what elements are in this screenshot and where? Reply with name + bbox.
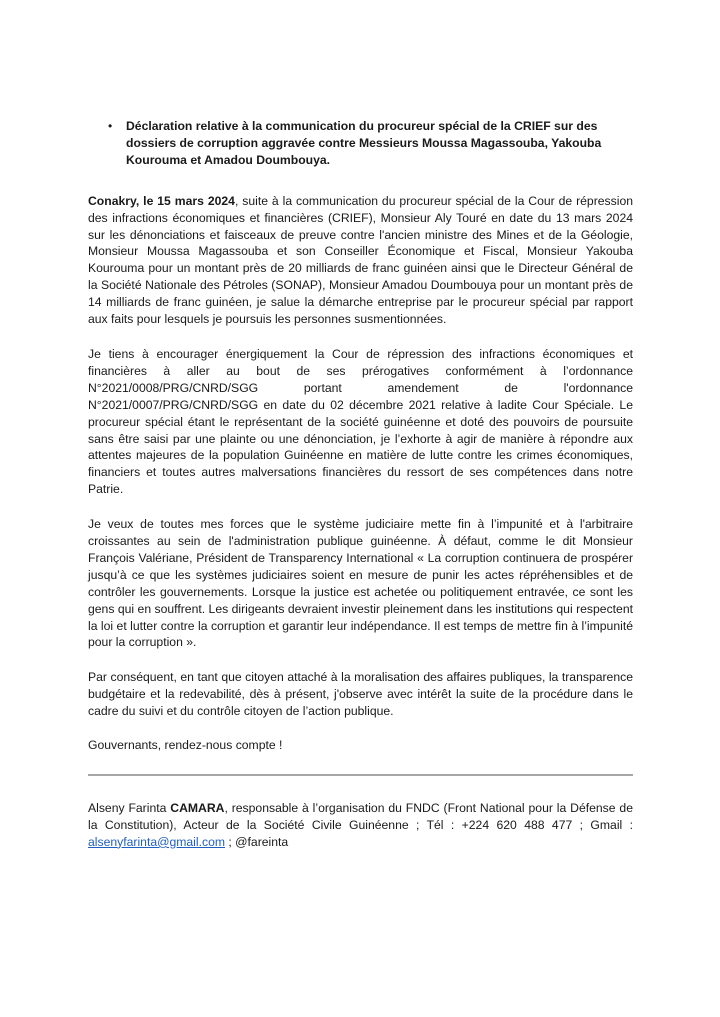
author-details: , responsable à l’organisation du FNDC (Front National pour la Défense de la Constitution), Acteur de la Société Civile Guinéenne ; Tél : +224 620 488 477 ; Gmail :	[88, 801, 633, 832]
author-last-name: CAMARA	[170, 801, 225, 815]
paragraph-conclusion: Par conséquent, en tant que citoyen attaché à la moralisation des affaires publiques, la transparence budgétaire et la redevabilité, dès à présent, j'observe avec intérêt la suite de la procédure dans le cadre du suivi et du contrôle citoyen de l’action publique.	[88, 670, 633, 719]
email-link[interactable]: alsenyfarinta@gmail.com	[88, 834, 226, 849]
divider	[88, 774, 633, 776]
declaration-heading	[108, 118, 633, 169]
declaration-title: Déclaration relative à la communication du procureur spécial de la CRIEF sur des dossiers de corruption aggravée contre Messieurs Moussa Magassouba, Yakouba Kourouma et Amadou Doumbouya.	[126, 119, 602, 167]
closing-line: Gouvernants, rendez-nous compte !	[88, 738, 283, 753]
paragraph-intro	[88, 193, 633, 328]
paragraph-encouragement: Je tiens à encourager énergiquement la Cour de répression des infractions économiques et financières à aller au bout de ses prérogatives conformément à l’ordonnance N°2021/0008/PRG/CNRD/SGG portant amendement de l'ordonnance N°2021/0007/PRG/CNRD/SGG en date du 02 décembre 2021 relative à ladite Cour Spéciale. Le procureur spécial étant le représentant de la société guinéenne et doté des pouvoirs de poursuite sans être saisi par une plainte ou une dénonciation, je l’exhorte à agir de manière à répondre aux attentes majeures de la population Guinéenne en matière de lutte contre les crimes économiques, financiers et toutes autres malversations financières du ressort de ses compétences dans notre Patrie.	[88, 346, 633, 497]
bullet-icon: •	[108, 119, 113, 133]
signature-block	[88, 800, 633, 851]
social-handle: ; @fareinta	[225, 834, 289, 849]
dateline: Conakry, le 15 mars 2024	[88, 193, 235, 208]
paragraph-quote: Je veux de toutes mes forces que le système judiciaire mette fin à l’impunité et à l'arbitraire croissantes au sein de l'administration publique guinéenne. À défaut, comme le dit Monsieur François Valériane, Président de Transparency International « La corruption continuera de prospérer jusqu’à ce que les systèmes judiciaires soient en mesure de punir les actes répréhensibles et de contrôler les gouvernements. Lorsque la justice est achetée ou politiquement entravée, ce sont les gens qui en souffrent. Les dirigeants devraient investir pleinement dans les institutions qui respectent la loi et lutter contre la corruption et garantir leur indépendance. Il est temps de mettre fin à l’impunité pour la corruption ».	[88, 517, 633, 650]
paragraph-intro-text: , suite à la communication du procureur spécial de la Cour de répression des infractions économiques et financières (CRIEF), Monsieur Aly Touré en date du 13 mars 2024 sur les dénonciations et faisceaux de preuve contre l'ancien ministre des Mines et de la Géologie, Monsieur Moussa Magassouba et son Conseiller Économique et Fiscal, Monsieur Yakouba Kourouma pour un montant près de 20 milliards de franc guinéen ainsi que le Directeur Général de la Société Nationale des Pétroles (SONAP), Monsieur Amadou Doumbouya pour un montant près de 14 milliards de franc guinéen, je salue la démarche entreprise par le procureur spécial par rapport aux faits pour lesquels je poursuis les personnes susmentionnées.	[88, 193, 634, 327]
author-first-name: Alseny Farinta	[88, 801, 171, 815]
document-body	[88, 118, 633, 851]
